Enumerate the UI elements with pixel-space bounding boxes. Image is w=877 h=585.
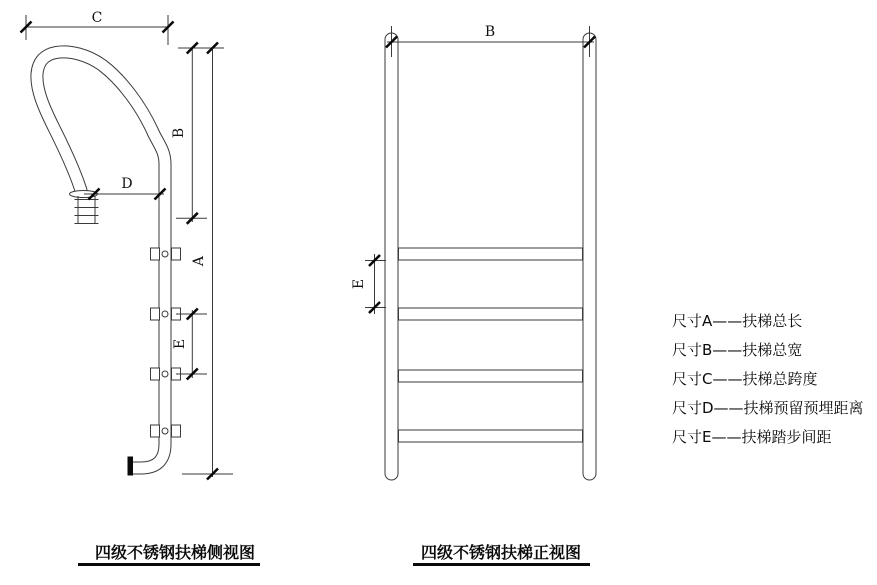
tube-end-cap bbox=[128, 457, 134, 476]
legend-item-A: 尺寸A——扶梯总长 bbox=[672, 312, 803, 330]
dim-label-A: A bbox=[191, 255, 207, 267]
legend-item-C: 尺寸C——扶梯总跨度 bbox=[672, 370, 818, 388]
dim-label-E-side: E bbox=[172, 338, 188, 350]
side-tube bbox=[37, 52, 165, 468]
captions bbox=[78, 543, 590, 566]
dimension-B-front bbox=[386, 24, 595, 57]
rung-4 bbox=[399, 430, 583, 442]
front-view-drawing bbox=[351, 24, 596, 480]
side-view-caption: 四级不锈钢扶梯侧视图 bbox=[94, 543, 256, 562]
side-caption-underline bbox=[78, 563, 260, 566]
dimension-A bbox=[182, 43, 233, 480]
front-rungs bbox=[399, 248, 583, 442]
dimension-B-side bbox=[171, 43, 207, 224]
dimension-legend bbox=[672, 312, 864, 446]
side-view-drawing bbox=[21, 10, 234, 480]
dim-label-C: C bbox=[91, 10, 103, 26]
legend-item-B: 尺寸B——扶梯总宽 bbox=[672, 341, 803, 359]
rung-2 bbox=[399, 308, 583, 320]
dimension-E-front bbox=[351, 254, 386, 314]
dim-label-E-front: E bbox=[351, 278, 367, 290]
front-view-caption: 四级不锈钢扶梯正视图 bbox=[420, 543, 582, 562]
dim-label-D: D bbox=[121, 176, 133, 192]
front-left-stile bbox=[385, 33, 398, 480]
rung-1 bbox=[399, 248, 583, 260]
legend-item-D: 尺寸D——扶梯预留预埋距离 bbox=[672, 399, 864, 417]
anchor-grid bbox=[75, 196, 99, 224]
side-tube-inner bbox=[37, 52, 165, 468]
front-right-stile bbox=[583, 33, 596, 480]
front-caption-underline bbox=[413, 563, 590, 566]
dim-label-B-front: B bbox=[484, 24, 496, 40]
dimension-C bbox=[21, 10, 174, 45]
dim-label-B-side: B bbox=[171, 127, 187, 139]
legend-item-E: 尺寸E——扶梯踏步间距 bbox=[672, 428, 832, 446]
rung-3 bbox=[399, 370, 583, 382]
